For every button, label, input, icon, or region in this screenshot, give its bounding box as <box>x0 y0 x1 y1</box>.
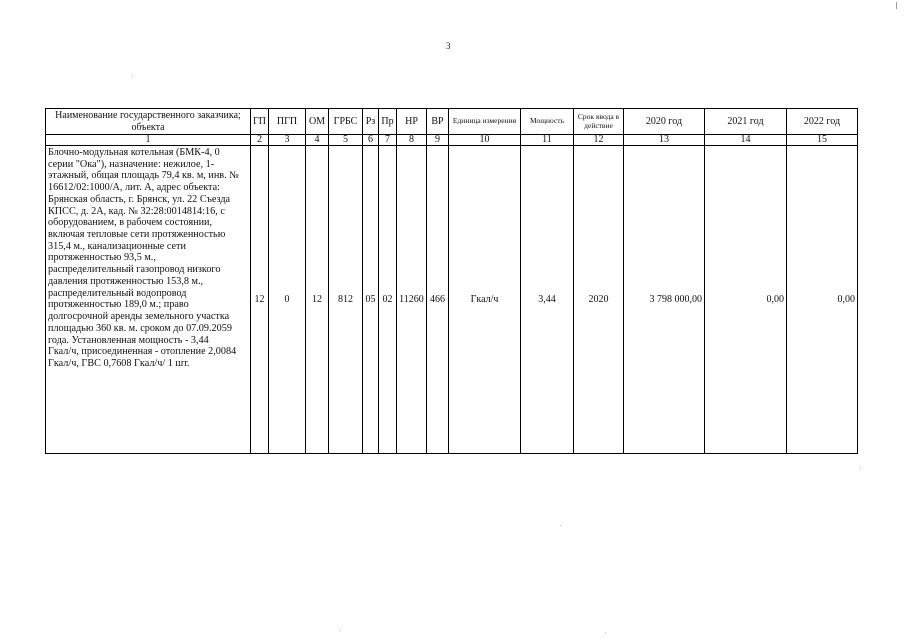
header-customer-object: Наименование государственного заказчика; объекта <box>46 109 251 135</box>
col-num: 13 <box>624 135 705 146</box>
description-line: распределительный водопровод <box>48 287 187 299</box>
cell-vr: 466 <box>427 146 449 454</box>
col-num: 15 <box>787 135 858 146</box>
description-line: этажный, общая площадь 79,4 кв. м, инв. № <box>48 170 239 182</box>
header-vr: ВР <box>427 109 449 135</box>
col-num: 6 <box>363 135 379 146</box>
header-commissioning: Срок ввода в действие <box>574 109 624 135</box>
cell-2022-amount: 0,00 <box>787 146 858 454</box>
description-line: КПСС, д. 2А, кад. № 32:28:0014814:16, с <box>48 205 225 217</box>
budget-table <box>45 108 858 454</box>
col-num: 3 <box>269 135 306 146</box>
scan-speck <box>860 468 861 469</box>
cell-nr: 11260 <box>397 146 427 454</box>
col-num: 12 <box>574 135 624 146</box>
col-num: 14 <box>705 135 787 146</box>
header-nr: НР <box>397 109 427 135</box>
header-rz: Рз <box>363 109 379 135</box>
header-gp: ГП <box>251 109 269 135</box>
description-line: протяженностью 93,5 м., <box>48 252 156 264</box>
description-line: распределительный газопровод низкого <box>48 264 221 276</box>
margin-mark <box>896 2 897 9</box>
header-om: ОМ <box>306 109 329 135</box>
cell-2020-amount: 3 798 000,00 <box>624 146 705 454</box>
cell-om: 12 <box>306 146 329 454</box>
header-2020: 2020 год <box>624 109 705 135</box>
col-num: 11 <box>521 135 574 146</box>
header-grbs: ГРБС <box>329 109 363 135</box>
header-row <box>46 109 858 135</box>
description-line: протяженностью 189,0 м.; право <box>48 299 189 311</box>
description-line: Брянская область, г. Брянск, ул. 22 Съезда <box>48 193 231 205</box>
table-row <box>46 146 858 454</box>
description-line: оборудованием, в рабочем состоянии, <box>48 217 213 229</box>
column-number-row <box>46 135 858 146</box>
scan-speck <box>605 632 606 633</box>
cell-rz: 05 <box>363 146 379 454</box>
col-num: 10 <box>449 135 521 146</box>
col-num: 2 <box>251 135 269 146</box>
cell-commissioning-year: 2020 <box>574 146 624 454</box>
col-num: 9 <box>427 135 449 146</box>
cell-2021-amount: 0,00 <box>705 146 787 454</box>
scan-speck <box>340 630 341 631</box>
header-2022: 2022 год <box>787 109 858 135</box>
description-line: площадью 360 кв. м. сроком до 07.09.2059 <box>48 322 232 334</box>
header-unit: Единица измерения <box>449 109 521 135</box>
header-pr: Пр <box>379 109 397 135</box>
cell-unit: Гкал/ч <box>449 146 521 454</box>
object-description <box>46 146 251 454</box>
cell-pr: 02 <box>379 146 397 454</box>
cell-grbs: 812 <box>329 146 363 454</box>
description-line: включая тепловые сети протяженностью <box>48 229 226 241</box>
scan-speck <box>560 525 561 526</box>
col-num: 7 <box>379 135 397 146</box>
description-line: давления протяженностью 153,8 м., <box>48 275 204 287</box>
description-line: года. Установленная мощность - 3,44 <box>48 334 209 346</box>
col-num: 1 <box>46 135 251 146</box>
description-line: Гкал/ч, ГВС 0,7608 Гкал/ч/ 1 шт. <box>48 357 190 369</box>
description-line: Гкал/ч, присоединенная - отопление 2,0084 <box>48 346 237 358</box>
description-line: 16612/02:1000/А, лит. А, адрес объекта: <box>48 182 220 194</box>
cell-capacity: 3,44 <box>521 146 574 454</box>
col-num: 4 <box>306 135 329 146</box>
header-2021: 2021 год <box>705 109 787 135</box>
scan-speck <box>132 75 133 76</box>
description-line: 315,4 м., канализационные сети <box>48 240 186 252</box>
col-num: 5 <box>329 135 363 146</box>
page-number: 3 <box>446 41 451 51</box>
header-pgp: ПГП <box>269 109 306 135</box>
description-line: серии "Ока"), назначение: нежилое, 1- <box>48 158 215 170</box>
description-line: долгосрочной аренды земельного участка <box>48 311 230 323</box>
cell-gp: 12 <box>251 146 269 454</box>
cell-pgp: 0 <box>269 146 306 454</box>
description-line: Блочно-модульная котельная (БМК-4, 0 <box>48 147 220 158</box>
col-num: 8 <box>397 135 427 146</box>
header-capacity: Мощность <box>521 109 574 135</box>
